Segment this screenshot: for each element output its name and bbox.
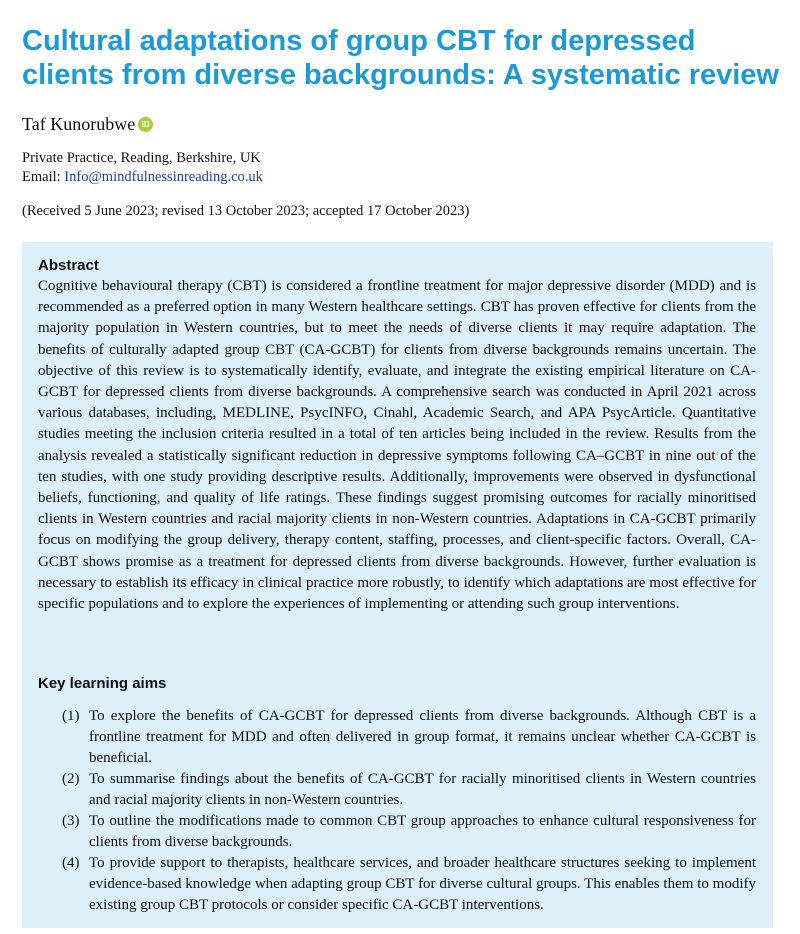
aim-number: (4) [62, 855, 80, 871]
aim-text: To outline the modifications made to common CBT group approaches to enhance cultural responsiveness for clients from diverse backgrounds. [89, 813, 756, 850]
aims-heading: Key learning aims [38, 675, 167, 692]
aim-number: (1) [62, 708, 80, 724]
author-line [22, 113, 153, 135]
aim-item [62, 811, 756, 853]
submission-dates: (Received 5 June 2023; revised 13 October 2023; accepted 17 October 2023) [22, 203, 470, 219]
email-link[interactable]: Info@mindfulnessinreading.co.uk [64, 169, 263, 185]
aim-text: To provide support to therapists, healthcare services, and broader healthcare structures seeking to implement evidence-based knowledge when adapting group CBT for diverse cultural groups. This enables them to modify existing group CBT protocols or consider specific CA-GCBT interventions. [89, 855, 756, 913]
author-name: Taf Kunorubwe [22, 114, 136, 134]
orcid-icon[interactable]: iD [138, 117, 153, 132]
aim-text: To explore the benefits of CA-GCBT for depressed clients from diverse backgrounds. Although CBT is a frontline treatment for MDD and often delivered in group format, it remains unclear whether CA-GCBT is beneficial. [89, 708, 756, 766]
aim-number: (2) [62, 771, 80, 787]
aim-item [62, 706, 756, 769]
aims-list [62, 706, 756, 916]
email-line [22, 168, 263, 187]
affiliation-block [22, 149, 263, 187]
abstract-text: Cognitive behavioural therapy (CBT) is considered a frontline treatment for major depressive disorder (MDD) and is recommended as a preferred option in many Western healthcare settings. CBT has proven effective for clients from the majority population in Western countries, but to meet the needs of diverse clients it may require adaptation. The benefits of culturally adapted group CBT (CA-GCBT) for clients from diverse backgrounds remains uncertain. The objective of this review is to systematically identify, evaluate, and integrate the existing empirical literature on CA-GCBT for depressed clients from diverse backgrounds. A comprehensive search was conducted in April 2021 across various databases, including, MEDLINE, PsycINFO, Cinahl, Academic Search, and APA PsycArticle. Quantitative studies meeting the inclusion criteria resulted in a total of ten articles being included in the review. Results from the analysis revealed a statistically significant reduction in depressive symptoms following CA–GCBT in nine out of the ten studies, with one study providing descriptive results. Additionally, improvements were observed in dysfunctional beliefs, functioning, and quality of life ratings. These findings suggest promising outcomes for racially minoritised clients in Western countries and racial majority clients in non-Western countries. Adaptations in CA-GCBT primarily focus on modifying the group delivery, therapy content, staffing, processes, and client-specific factors. Overall, CA-GCBT shows promise as a treatment for depressed clients from diverse backgrounds. However, further evaluation is necessary to establish its efficacy in clinical practice more robustly, to identify which adaptations are most effective for specific populations and to explore the experiences of implementing or attending such group interventions. [38, 278, 756, 613]
aim-item [62, 769, 756, 811]
affiliation: Private Practice, Reading, Berkshire, UK [22, 150, 261, 166]
article-title: Cultural adaptations of group CBT for depressed clients from diverse backgrounds: A systematic review [22, 25, 779, 91]
abstract-box [22, 242, 773, 928]
email-label: Email: [22, 169, 61, 185]
aim-item [62, 853, 756, 916]
aim-text: To summarise findings about the benefits of CA-GCBT for racially minoritised clients in Western countries and racial majority clients in non-Western countries. [89, 771, 756, 808]
aim-number: (3) [62, 813, 80, 829]
abstract-heading: Abstract [38, 257, 99, 274]
